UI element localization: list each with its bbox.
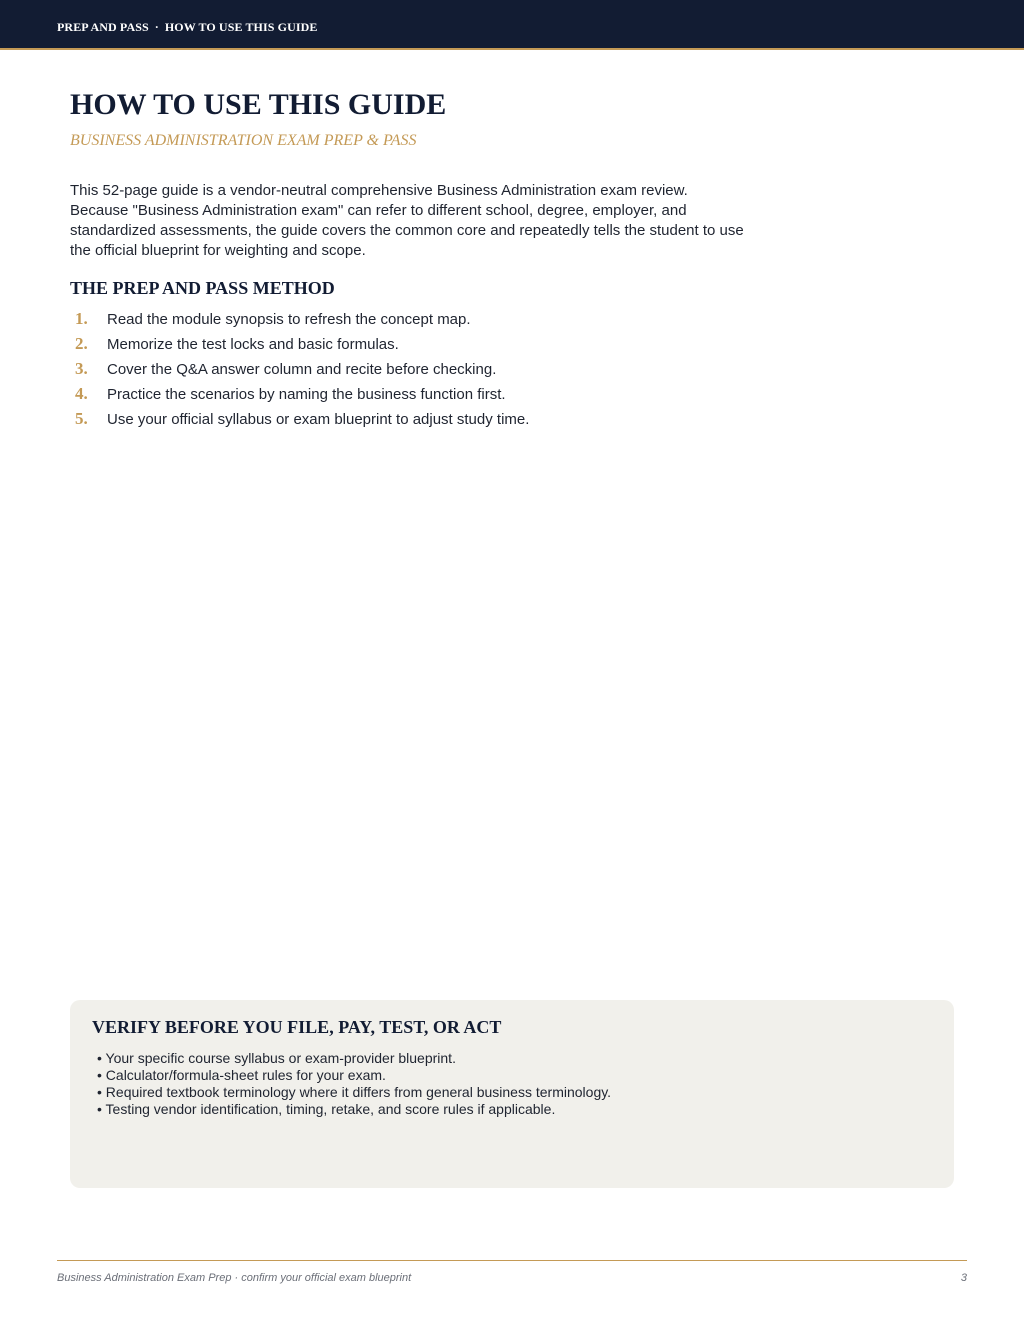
intro-paragraph: This 52-page guide is a vendor-neutral comprehensive Business Administration exam review. Because "Business Administration exam" can refer to different school, degree, employer, and standardized assessments, the guide covers the common core and repeatedly tells the student to use the official blueprint for weighting and scope. [70,182,744,259]
method-heading: THE PREP AND PASS METHOD [70,278,335,298]
step-text: Use your official syllabus or exam blueprint to adjust study time. [107,411,530,428]
page-subtitle: BUSINESS ADMINISTRATION EXAM PREP & PASS [70,132,417,149]
running-header-text [57,20,317,35]
running-header [0,0,1024,50]
step-text: Practice the scenarios by naming the business function first. [107,386,506,403]
step-number: 2. [75,334,88,353]
page-number: 3 [960,1272,967,1284]
page-title: HOW TO USE THIS GUIDE [70,88,447,121]
step-number: 5. [75,409,88,428]
verify-item: • Calculator/formula-sheet rules for your exam. [97,1067,386,1083]
header-separator: · [154,20,159,34]
verify-item: • Testing vendor identification, timing, retake, and score rules if applicable. [97,1101,556,1117]
step-number: 1. [75,309,88,328]
verify-callout-box [70,1000,954,1188]
verify-list [97,1050,611,1118]
header-brand: PREP AND PASS [57,20,149,34]
header-section: HOW TO USE THIS GUIDE [164,20,318,34]
step-text: Cover the Q&A answer column and recite before checking. [107,361,497,378]
step-number: 3. [75,359,88,378]
footer-text: Business Administration Exam Prep · confirm your official exam blueprint [57,1272,412,1284]
footer-divider [57,1260,967,1261]
verify-item: • Your specific course syllabus or exam-provider blueprint. [97,1050,456,1066]
step-text: Memorize the test locks and basic formulas. [107,336,399,353]
step-number: 4. [75,384,88,403]
step-text: Read the module synopsis to refresh the concept map. [107,311,471,328]
verify-heading: VERIFY BEFORE YOU FILE, PAY, TEST, OR ACT [92,1017,502,1037]
verify-item: • Required textbook terminology where it differs from general business terminology. [97,1084,612,1100]
